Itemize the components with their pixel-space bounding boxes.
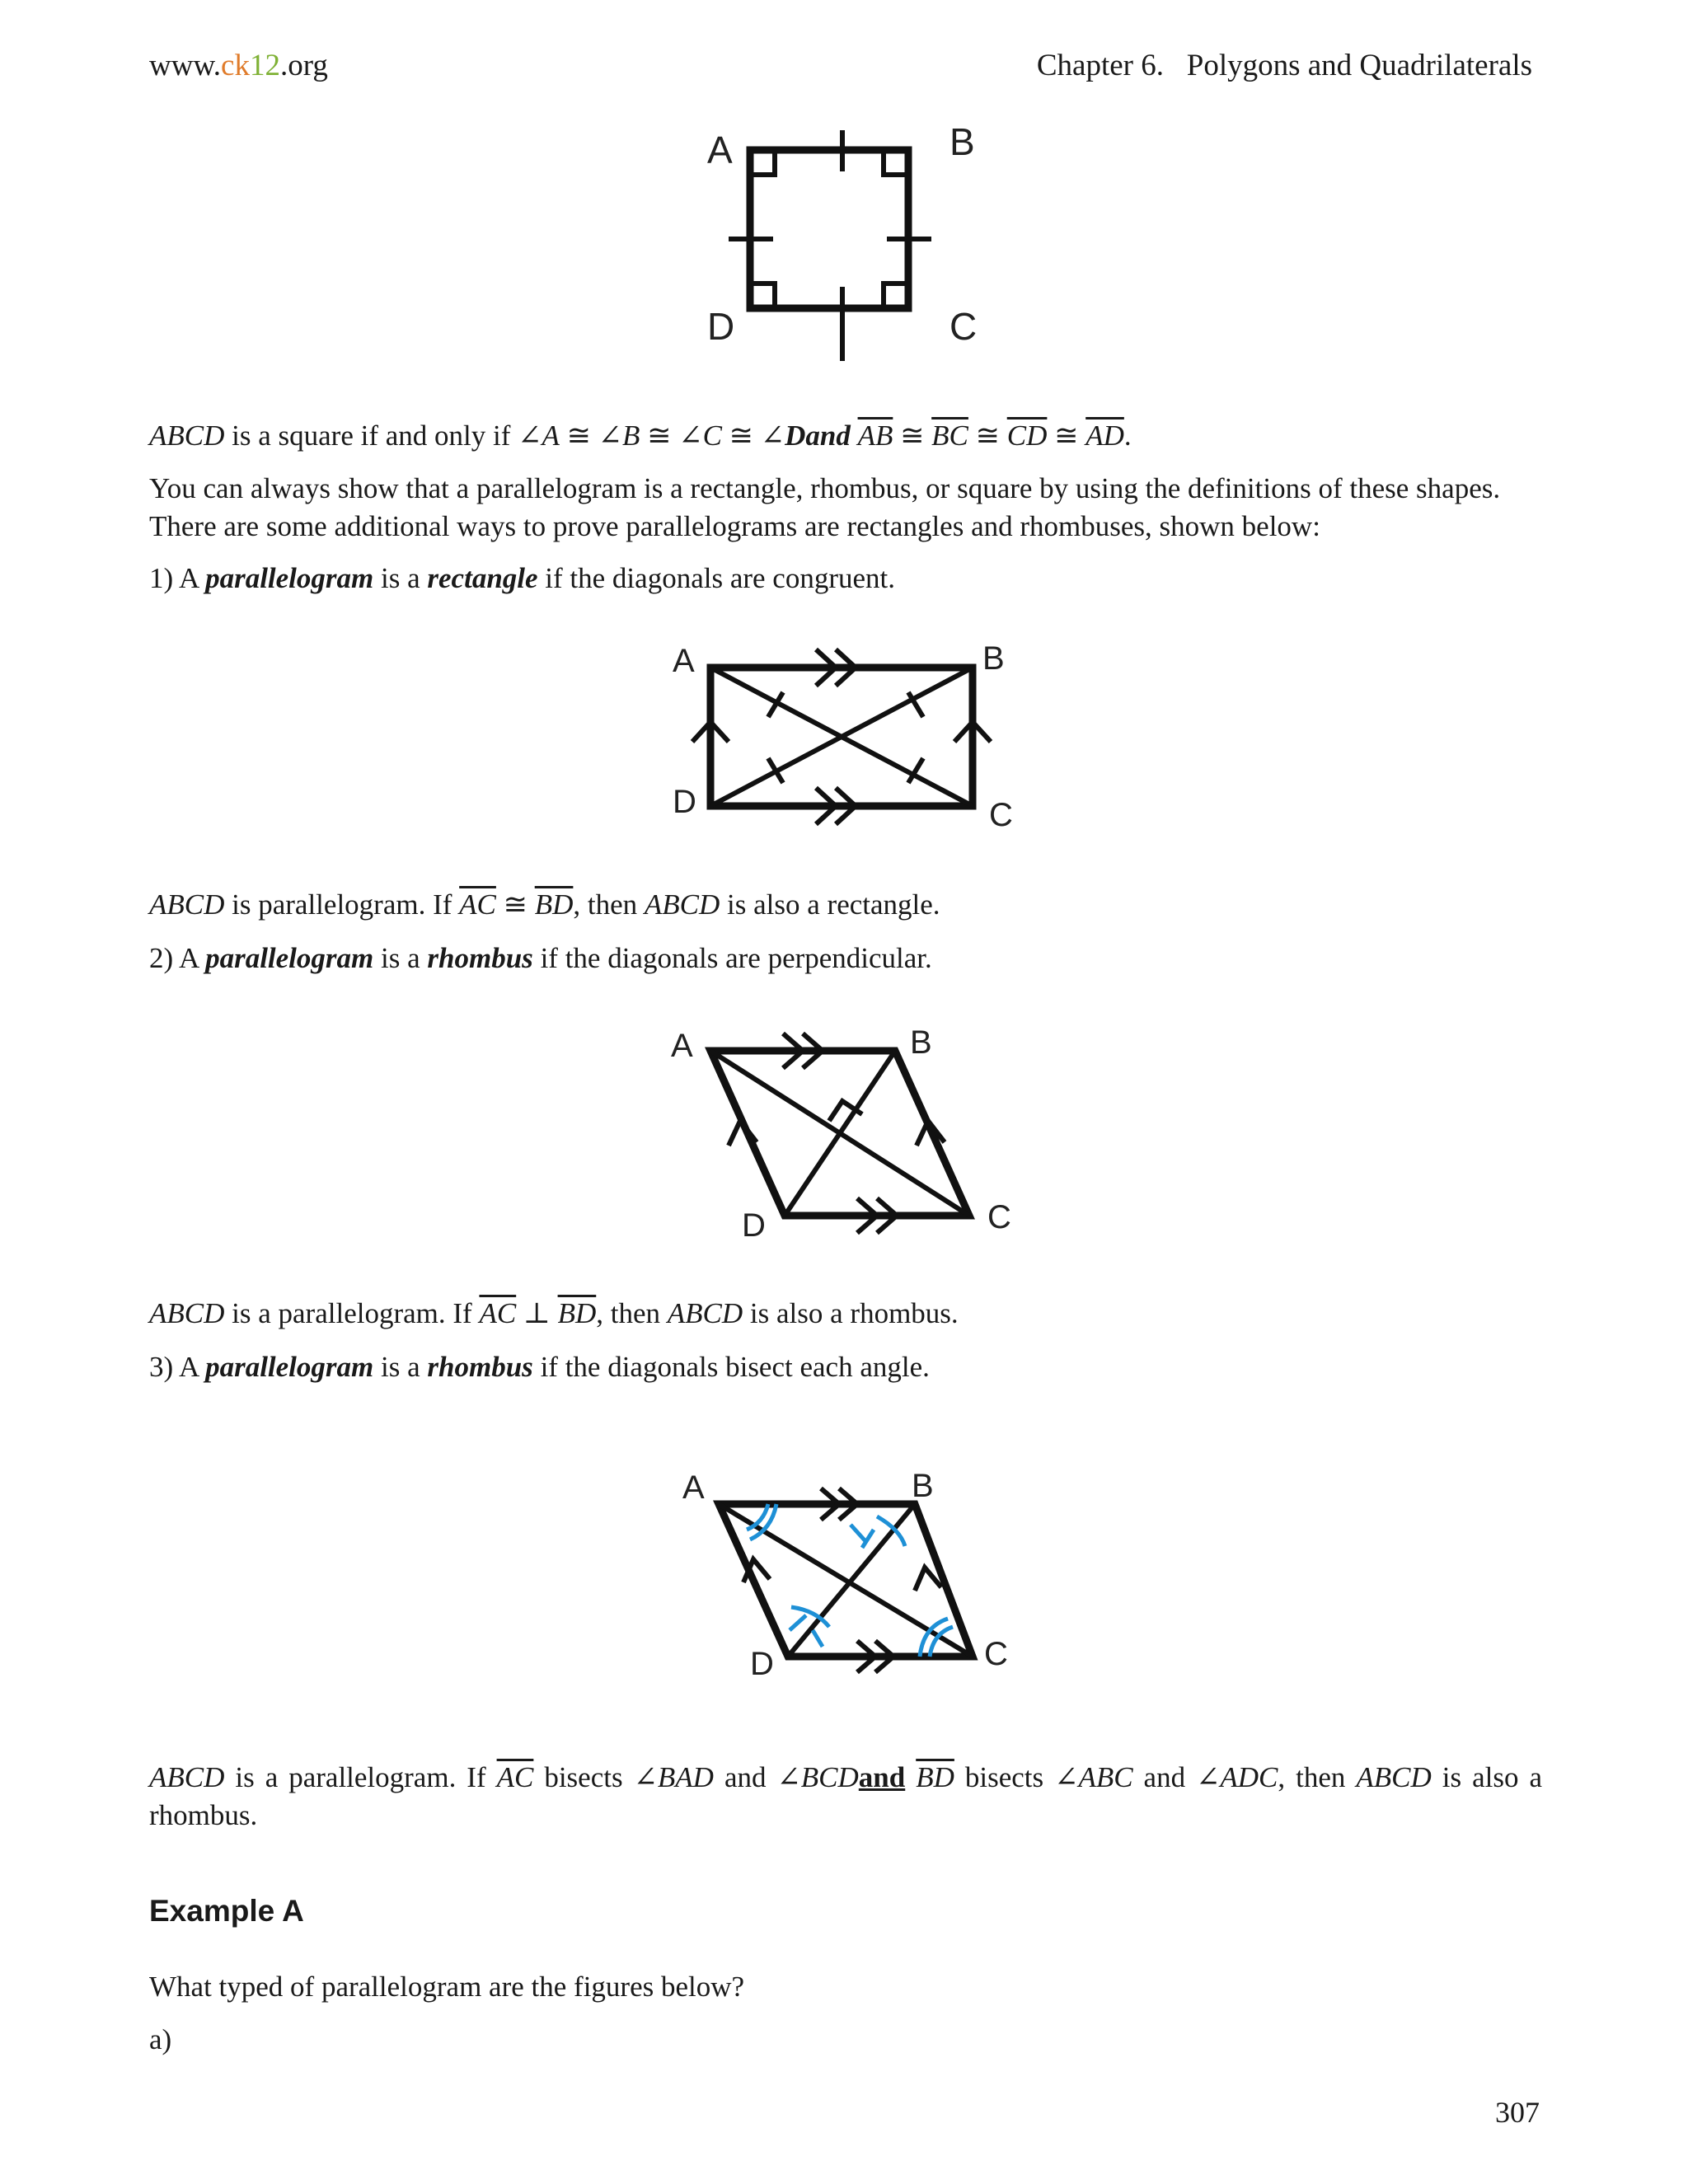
rhp-label-a: A (671, 1028, 693, 1064)
example-question: What typed of parallelogram are the figures below? (149, 1971, 745, 2003)
rhp-label-c: C (987, 1199, 1011, 1235)
square-figure (692, 124, 1006, 371)
rect-label-c: C (989, 797, 1013, 833)
rhb-label-d: D (750, 1646, 774, 1681)
chapter-title: Chapter 6. Polygons and Quadrilaterals (1036, 49, 1532, 82)
intro-paragraph: You can always show that a parallelogram is a rectangle, rhombus, or square by using the definitions of these shapes. There are some additional ways to prove parallelograms are rectangles and rhombuses, shown below: (149, 472, 1501, 542)
site-ck: ck (221, 49, 250, 82)
rectangle-figure (659, 635, 1039, 841)
square-label-a: A (707, 129, 733, 171)
square-label-b: B (950, 124, 975, 163)
rect-label-b: B (982, 640, 1005, 677)
page-number: 307 (1495, 2096, 1540, 2129)
example-part-a: a) (149, 2023, 172, 2055)
rhombus-bisect-statement: ABCD is a parallelogram. If $\overline{AC}$ bisects ∠BAD and ∠BCDand $\overline{BD}$ bisects ∠ABC and ∠ADC, then ABCD is also a rhombus. (149, 1761, 1542, 1831)
rule-3: 3) A parallelogram is a rhombus if the diagonals bisect each angle. (149, 1351, 930, 1383)
square-label-d: D (707, 305, 735, 348)
rhombus-bisect-figure (668, 1459, 1039, 1681)
rhp-label-b: B (910, 1024, 932, 1061)
square-label-c: C (950, 305, 978, 348)
site-12: 12 (249, 49, 280, 82)
rhb-label-b: B (912, 1468, 934, 1504)
rect-label-d: D (673, 784, 696, 820)
square-definition: ABCD is a square if and only if ∠A ≅ ∠B ≅ ∠C ≅ ∠Dand $\overline{AB}$ ≅ $\overline{BC}$ ≅ $\overline{CD}$ ≅ $\overline{AD}$. (149, 419, 1132, 452)
rhombus-perpendicular-statement: ABCD is a parallelogram. If $\overline{AC}$ ⊥ $\overline{BD}$, then ABCD is also a rhombus. (149, 1297, 959, 1329)
header-site[interactable] (149, 48, 328, 83)
rhb-label-a: A (682, 1469, 705, 1506)
example-heading: Example A (149, 1894, 304, 1928)
rhombus-perpendicular-figure (659, 1014, 1039, 1244)
rect-label-a: A (673, 643, 695, 679)
rectangle-statement: ABCD is parallelogram. If $\overline{AC}$ ≅ $\overline{BD}$, then ABCD is also a rectangle. (149, 888, 940, 921)
rhb-label-c: C (984, 1636, 1008, 1672)
site-prefix: www. (149, 49, 222, 82)
site-suffix: .org (279, 49, 328, 82)
rule-1: 1) A parallelogram is a rectangle if the diagonals are congruent. (149, 562, 895, 594)
rule-2: 2) A parallelogram is a rhombus if the diagonals are perpendicular. (149, 942, 932, 974)
rhp-label-d: D (742, 1207, 766, 1244)
